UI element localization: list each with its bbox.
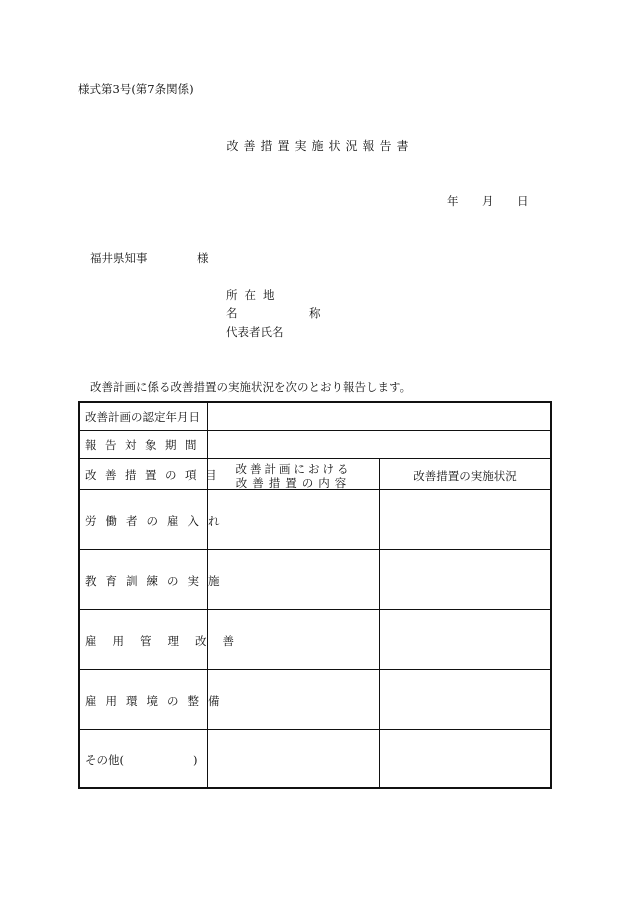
- item-label-training: 教育訓練の実施: [85, 574, 229, 588]
- approval-date-label: 改善計画の認定年月日: [85, 410, 200, 424]
- status-cell[interactable]: [383, 613, 546, 666]
- item-label-environment: 雇用環境の整備: [85, 694, 229, 708]
- item-label-hiring: 労働者の雇入れ: [85, 514, 229, 528]
- status-cell[interactable]: [383, 493, 546, 546]
- date-day-label: 日: [517, 194, 529, 208]
- approval-date-value[interactable]: [211, 405, 375, 427]
- addressee-name: 福井県知事: [90, 251, 148, 265]
- item-label-management: 雇用管理改善: [85, 634, 250, 648]
- applicant-representative-label: 代表者氏名: [226, 325, 284, 339]
- plan-column-header-line2: 改善措置の内容: [235, 476, 352, 490]
- table-rule: [80, 430, 550, 431]
- date-month-label: 月: [482, 194, 494, 208]
- plan-column-header-line1: 改善計画における: [235, 462, 352, 476]
- item-label-other: その他( ): [85, 753, 198, 767]
- intro-text: 改善計画に係る改善措置の実施状況を次のとおり報告します。: [90, 380, 412, 394]
- plan-content-cell[interactable]: [211, 493, 375, 546]
- status-cell[interactable]: [383, 553, 546, 606]
- applicant-name-label: 名 称: [226, 306, 351, 320]
- addressee-honorific: 様: [197, 251, 209, 265]
- table-rule: [80, 549, 550, 550]
- report-period-label: 報告対象期間: [85, 438, 205, 452]
- status-cell[interactable]: [383, 673, 546, 726]
- table-rule: [80, 609, 550, 610]
- report-period-value[interactable]: [211, 433, 546, 455]
- table-rule: [379, 458, 380, 787]
- plan-content-cell[interactable]: [211, 613, 375, 666]
- form-number: 様式第3号(第7条関係): [78, 82, 194, 96]
- table-rule: [80, 729, 550, 730]
- applicant-address-label: 所在地: [226, 288, 282, 302]
- plan-content-cell[interactable]: [211, 733, 375, 783]
- table-rule: [80, 669, 550, 670]
- status-column-header: 改善措置の実施状況: [413, 469, 517, 483]
- report-table: [78, 401, 552, 789]
- status-cell[interactable]: [383, 733, 546, 783]
- plan-content-cell[interactable]: [211, 553, 375, 606]
- table-rule: [80, 458, 550, 459]
- date-year-label: 年: [447, 194, 459, 208]
- plan-content-cell[interactable]: [211, 673, 375, 726]
- item-column-header: 改善措置の項目: [85, 468, 225, 482]
- document-title: 改善措置実施状況報告書: [226, 139, 414, 153]
